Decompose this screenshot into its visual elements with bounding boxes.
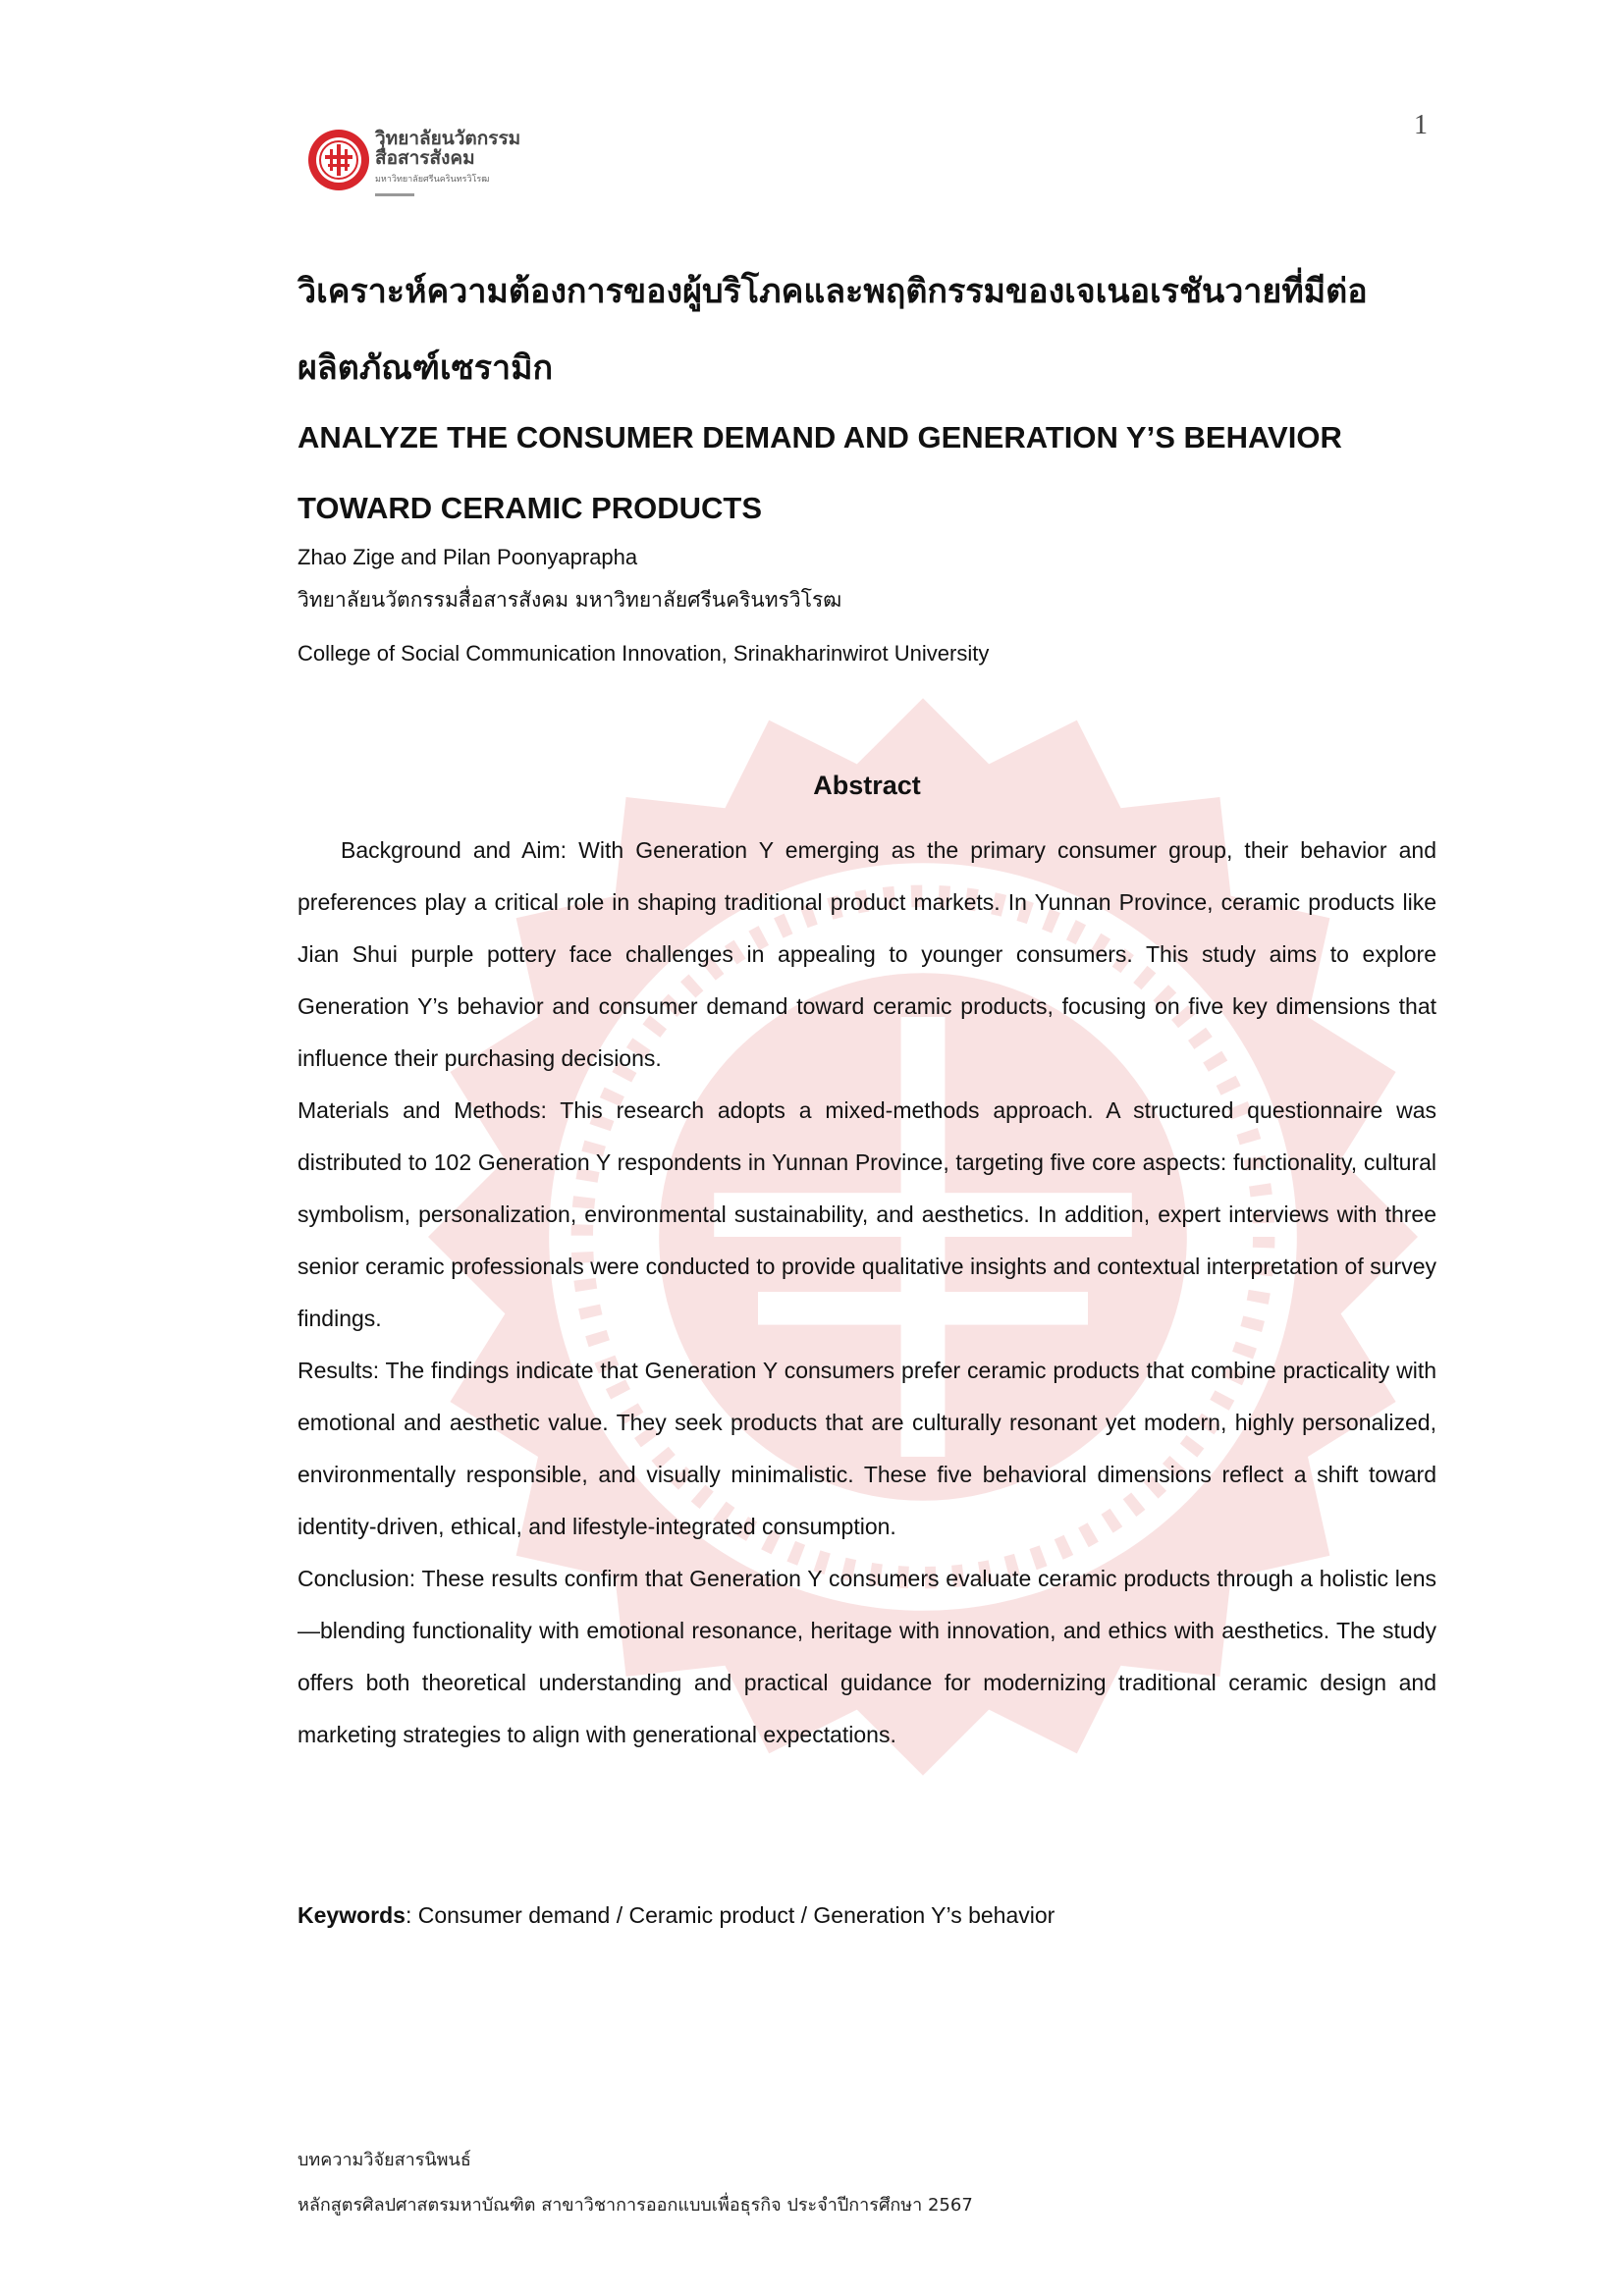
keywords-label: Keywords [298,1902,406,1928]
footer-line-1: บทความวิจัยสารนิพนธ์ [298,2150,471,2170]
abstract-results: Results: The findings indicate that Generation Y consumers prefer ceramic products that combine practicality with emotional and aesthetic value. They seek products that are culturally resonant yet modern, highly personalized, environmentally responsible, and visually minimalistic. These five behavioral dimensions reflect a shift toward identity-driven, ethical, and lifestyle-integrated consumption. [298,1358,1436,1539]
footer [298,2138,973,2228]
affiliation-thai: วิทยาลัยนวัตกรรมสื่อสารสังคม มหาวิทยาลัยศรีนครินทรวิโรฒ [298,588,842,612]
abstract-methods: Materials and Methods: This research adopts a mixed-methods approach. A structured questionnaire was distributed to 102 Generation Y respondents in Yunnan Province, targeting five core aspects: functionality, cultural symbolism, personalization, environmental sustainability, and aesthetics. In addition, expert interviews with three senior ceramic professionals were conducted to provide qualitative insights and contextual interpretation of survey findings. [298,1097,1436,1331]
authors: Zhao Zige and Pilan Poonyaprapha [298,545,638,569]
affiliation-english: College of Social Communication Innovation, Srinakharinwirot University [298,641,990,666]
thai-title: วิเคราะห์ความต้องการของผู้บริโภคและพฤติกรรมของเจเนอเรชันวายที่มีต่อผลิตภัณฑ์เซรามิก [298,272,1368,388]
keywords-text: : Consumer demand / Ceramic product / Generation Y’s behavior [405,1902,1056,1928]
logo-line-2: สื่อสารสังคม [375,148,475,169]
logo-text [375,130,520,188]
abstract-conclusion: Conclusion: These results confirm that Generation Y consumers evaluate ceramic products through a holistic lens—blending functionality with emotional resonance, heritage with innovation, and ethics with aesthetics. The study offers both theoretical understanding and practical guidance for modernizing traditional ceramic design and marketing strategies to align with generational expectations. [298,1566,1436,1747]
footer-line-2: หลักสูตรศิลปศาสตรมหาบัณฑิต สาขาวิชาการออกแบบเพื่อธุรกิจ ประจำปีการศึกษา 2567 [298,2195,973,2216]
logo-underline [375,193,414,196]
page-number: 1 [1414,110,1428,140]
logo-line-3: มหาวิทยาลัยศรีนครินทรวิโรฒ [375,174,490,184]
english-title: ANALYZE THE CONSUMER DEMAND AND GENERATION Y’S BEHAVIOR TOWARD CERAMIC PRODUCTS [298,420,1342,525]
abstract-body [298,825,1436,1761]
abstract-heading: Abstract [813,771,921,800]
keywords [298,1902,1436,1929]
abstract-background: Background and Aim: With Generation Y emerging as the primary consumer group, their behavior and preferences play a critical role in shaping traditional product markets. In Yunnan Province, ceramic products like Jian Shui purple pottery face challenges in appealing to younger consumers. This study aims to explore Generation Y’s behavior and consumer demand toward ceramic products, focusing on five key dimensions that influence their purchasing decisions. [298,837,1436,1071]
logo-line-1: วิทยาลัยนวัตกรรม [375,129,521,149]
